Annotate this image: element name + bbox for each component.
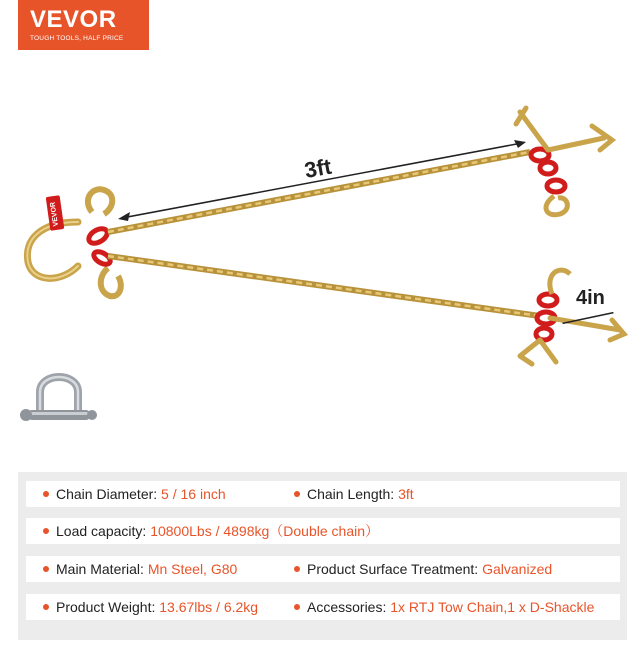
bullet-icon <box>294 604 300 610</box>
d-shackle <box>20 377 97 421</box>
spec-accessories: Accessories: 1x RTJ Tow Chain,1 x D-Shackle <box>294 594 594 620</box>
spec-row-2 <box>26 518 620 544</box>
bullet-icon <box>294 566 300 572</box>
width-label: 4in <box>576 287 605 309</box>
spec-row-4 <box>26 594 620 620</box>
bullet-icon <box>294 491 300 497</box>
bullet-icon <box>43 528 49 534</box>
brand-name: VEVOR <box>30 6 117 33</box>
spec-row-1 <box>26 481 620 507</box>
dimension-4in <box>563 287 614 323</box>
lower-chain <box>108 256 540 316</box>
spec-panel <box>18 472 627 640</box>
brand-tagline: TOUGH TOOLS, HALF PRICE <box>30 35 124 42</box>
product-image <box>0 50 640 460</box>
spec-load-capacity: Load capacity: 10800Lbs / 4898kg（Double chain） <box>43 518 379 544</box>
dimension-3ft <box>118 140 526 221</box>
bullet-icon <box>43 604 49 610</box>
spec-product-weight: Product Weight: 13.67lbs / 6.2kg <box>43 594 258 620</box>
rtj-cluster-lower <box>520 270 624 364</box>
bullet-icon <box>43 566 49 572</box>
spec-row-3 <box>26 556 620 582</box>
vevor-logo <box>18 0 149 50</box>
grab-hook-lower <box>101 268 121 296</box>
rtj-cluster-upper <box>516 108 612 215</box>
spec-main-material: Main Material: Mn Steel, G80 <box>43 556 237 582</box>
spec-chain-length: Chain Length: 3ft <box>294 481 414 507</box>
spec-chain-diameter: Chain Diameter: 5 / 16 inch <box>43 481 226 507</box>
grab-hook-upper <box>88 189 112 214</box>
tag-text: VEVOR <box>49 201 60 227</box>
length-label: 3ft <box>302 153 334 183</box>
spec-surface-treatment: Product Surface Treatment: Galvanized <box>294 556 552 582</box>
bullet-icon <box>43 491 49 497</box>
